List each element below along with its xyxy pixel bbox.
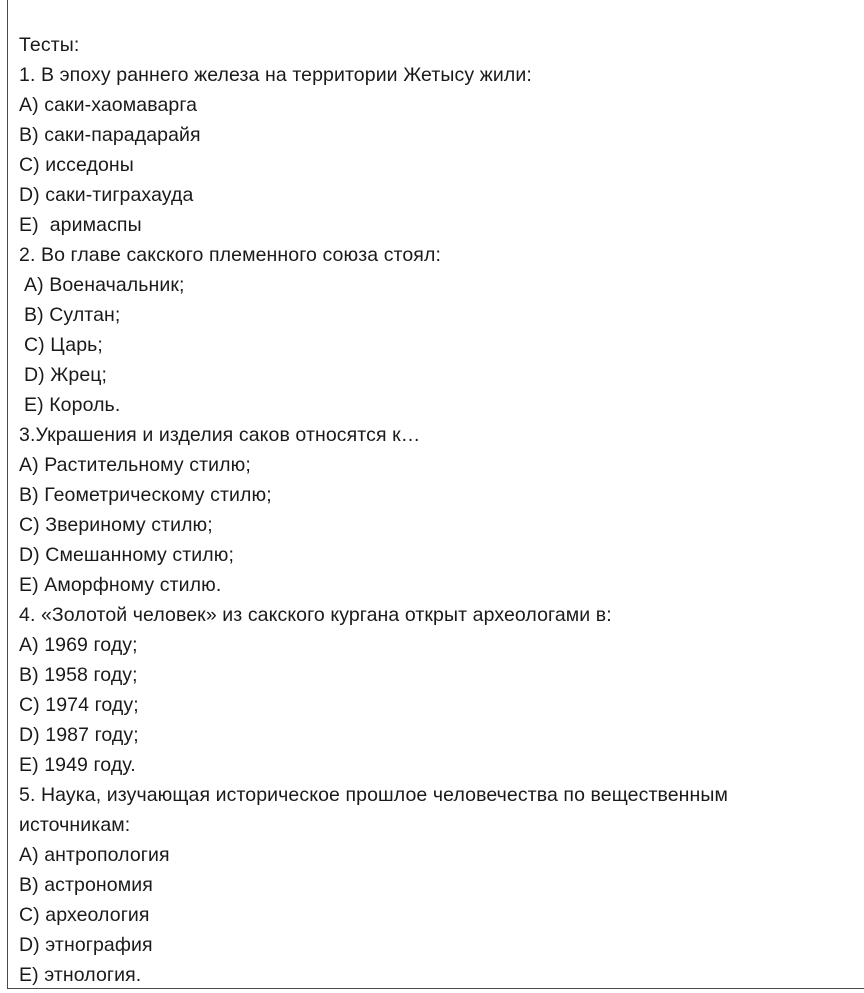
answer-option-b: B) Геометрическому стилю; [19, 484, 272, 506]
answer-option-d: D) этнография [19, 934, 153, 956]
answer-option-a: A) антропология [19, 844, 170, 866]
question-1 [19, 60, 849, 240]
answer-option-c: C) археология [19, 904, 150, 926]
answer-option-d: D) Смешанному стилю; [19, 544, 234, 566]
answer-option-e: E) аримаспы [19, 214, 142, 236]
answer-option-b: B) 1958 году; [19, 664, 138, 686]
question-text: 2. Во главе сакского племенного союза стоял: [19, 244, 441, 266]
test-heading: Тесты: [19, 34, 80, 56]
question-5 [19, 780, 849, 990]
answer-option-e: E) Король. [24, 394, 121, 416]
question-text: 1. В эпоху раннего железа на территории Жетысу жили: [19, 64, 532, 86]
answer-option-c: C) Царь; [24, 334, 103, 356]
question-3 [19, 420, 849, 600]
answer-option-d: D) 1987 году; [19, 724, 139, 746]
answer-option-a: A) саки-хаомаварга [19, 94, 198, 116]
answer-option-a: A) Военачальник; [24, 274, 185, 296]
answer-option-d: D) Жрец; [24, 364, 108, 386]
question-4 [19, 600, 849, 780]
question-text: 4. «Золотой человек» из сакского кургана открыт археологами в: [19, 604, 612, 626]
answer-option-b: B) саки-парадарайя [19, 124, 201, 146]
question-text: 3.Украшения и изделия саков относятся к… [19, 424, 421, 446]
question-text: 5. Наука, изучающая историческое прошлое человечества по вещественным [19, 784, 729, 806]
question-2 [19, 240, 849, 420]
answer-option-a: A) 1969 году; [19, 634, 138, 656]
answer-option-e: E) Аморфному стилю. [19, 574, 222, 596]
answer-option-c: C) 1974 году; [19, 694, 139, 716]
answer-option-d: D) саки-тиграхауда [19, 184, 194, 206]
answer-option-c: C) исседоны [19, 154, 134, 176]
answer-option-a: A) Растительному стилю; [19, 454, 251, 476]
answer-option-e: E) 1949 году. [19, 754, 136, 776]
answer-option-e: E) этнология. [19, 964, 142, 986]
answer-option-b: B) астрономия [19, 874, 153, 896]
answer-option-b: B) Султан; [24, 304, 121, 326]
answer-option-c: C) Звериному стилю; [19, 514, 213, 536]
test-document [19, 30, 849, 990]
question-text-continued: источникам: [19, 814, 131, 836]
